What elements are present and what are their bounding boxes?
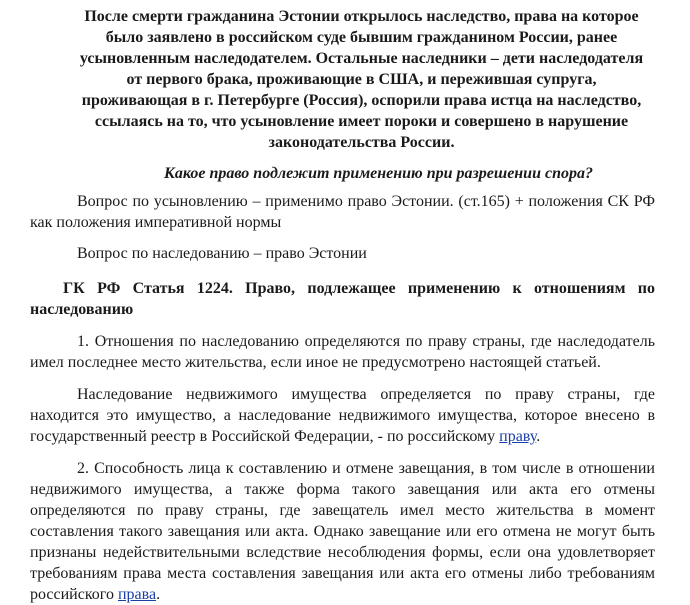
case-heading: После смерти гражданина Эстонии открылось наследство, права на которое было заявлено в российском суде бывшим гражданином России, ранее усыновленным наследодателем. Остальные наследники – дети наследодателя от первого брака, проживающие в США, и пережившая супруга, проживающая в г. Петербурге (Россия), оспорили права истца на наследство, ссылаясь на то, что усыновление имеет пороки и совершено в нарушение законодательства России. [79,8,644,151]
article-paragraph-realty [30,384,655,447]
question-text: Какое право подлежит применению при разрешении спора? [164,165,593,182]
document-page [30,6,655,605]
article-paragraph-2 [30,458,655,605]
para2-end: . [156,586,161,603]
answer-adoption: Вопрос по усыновлению – применимо право Эстонии. (ст.165) + положения СК РФ как положения императивной нормы [30,193,655,231]
realty-end: . [536,428,541,445]
para2-text: 2. Способность лица к составлению и отмене завещания, в том числе в отношении недвижимого имущества, а также форма такого завещания или акта его отмены определяются по праву страны, где завещатель имел место жительства в момент составления такого завещания или акта. Однако завещание или его отмена не могут быть признаны недействительными вследствие несоблюдения формы, если она удовлетворяет требованиям права места составления завещания или акта его отмены либо требованиям российского [30,460,655,603]
russian-law-link[interactable]: права [117,586,157,603]
realty-text: Наследование недвижимого имущества определяется по праву страны, где находится это имущество, а наследование недвижимого имущества, которое внесено в государственный реестр в Российской Федерации, - по российскому [30,386,655,445]
realty-law-link[interactable]: праву [499,428,537,445]
article-title: ГК РФ Статья 1224. Право, подлежащее применению к отношениям по наследованию [30,280,655,318]
article-paragraph-1: 1. Отношения по наследованию определяются по праву страны, где наследодатель имел последнее место жительства, если иное не предусмотрено настоящей статьей. [30,333,655,371]
answer-inheritance: Вопрос по наследованию – право Эстонии [77,245,367,262]
